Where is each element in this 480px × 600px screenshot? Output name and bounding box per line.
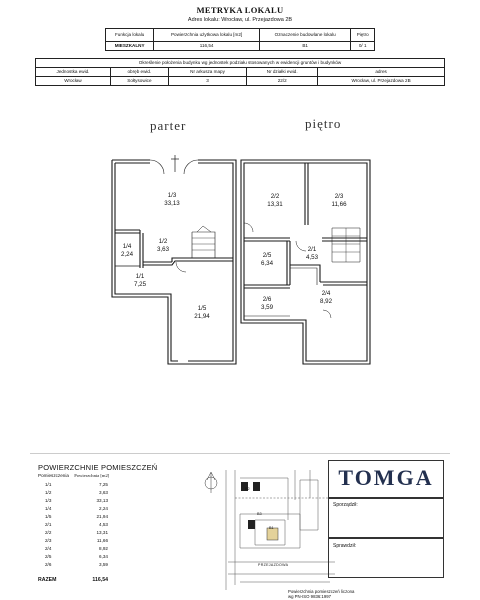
unit-value-area: 116,54	[154, 42, 260, 51]
area-row-value: 6,34	[99, 554, 108, 559]
area-row-value: 3,63	[99, 490, 108, 495]
area-row-room: 2/5	[45, 554, 52, 559]
area-row-room: 2/6	[45, 562, 52, 567]
area-row-room: 1/4	[45, 506, 52, 511]
area-row-room: 2/4	[45, 546, 52, 551]
unit-header-designation: Oznaczenie budowlane lokalu	[259, 29, 350, 42]
total-value: 116,54	[92, 577, 108, 583]
room-id: 2/3	[334, 193, 344, 200]
area-row-value: 11,66	[96, 538, 108, 543]
unit-header-area: Powierzchnia użytkowa lokalu [m2]	[154, 29, 260, 42]
area-row-room: 2/1	[45, 522, 52, 527]
registry-caption: Określenie położenia budynku wg jednostek podziału stosowanych w ewidencji gruntów i budynków	[36, 59, 445, 68]
room-area: 4,53	[305, 253, 319, 261]
area-row-room: 2/2	[45, 530, 52, 535]
area-row-room: 2/3	[45, 538, 52, 543]
site-lot-label: B3	[257, 512, 262, 516]
registry-header-unit: Jednostka ewid.	[36, 68, 111, 77]
room-id: 1/2	[158, 238, 168, 245]
area-row-room: 1/1	[45, 482, 52, 487]
room-id: 1/5	[197, 305, 207, 312]
areas-title: POWIERZCHNIE POMIESZCZEŃ	[38, 463, 158, 472]
unit-value-floor: 0/ 1	[351, 42, 375, 51]
ground-floor-label: parter	[150, 118, 187, 133]
registry-header-sheet: Nr arkusza mapy	[168, 68, 246, 77]
room-id: 1/1	[135, 273, 145, 280]
standard-note: Powierzchnia pomieszczeń liczona wg PN-ISO 9836:1997	[288, 589, 355, 599]
registry-header-precinct: obręb ewid.	[110, 68, 168, 77]
registry-value-precinct: Sołtysowice	[110, 77, 168, 86]
area-row-value: 21,94	[96, 514, 108, 519]
room-area: 3,63	[156, 245, 170, 253]
unit-value-function: MIESZKALNY	[106, 42, 154, 51]
area-row-value: 13,31	[96, 530, 108, 535]
site-lot-label: B1	[269, 526, 274, 530]
registry-header-address: adres	[318, 68, 445, 77]
address-line: Adres lokalu: Wrocław, ul. Przejazdowa 2B	[187, 17, 293, 23]
room-area: 2,24	[120, 250, 134, 258]
room-id: 2/5	[262, 252, 272, 259]
company-logo: TOMGA	[338, 465, 434, 490]
registry-value-sheet: 3	[168, 77, 246, 86]
north-arrow-icon	[205, 472, 217, 493]
room-area: 8,92	[319, 297, 333, 305]
room-area: 21,94	[194, 312, 210, 320]
area-row-room: 1/5	[45, 514, 52, 519]
room-id: 2/4	[321, 290, 331, 297]
room-id: 2/6	[262, 296, 272, 303]
site-street-label: PRZEJAZDOWA	[258, 563, 289, 567]
unit-header-floor: Piętro	[351, 29, 375, 42]
room-area: 3,59	[260, 303, 274, 311]
area-row-room: 1/3	[45, 498, 52, 503]
checked-label: Sprawdził:	[333, 543, 357, 549]
area-row-value: 4,53	[99, 522, 108, 527]
area-row-value: 8,92	[99, 546, 108, 551]
prepared-label: Sporządził:	[333, 502, 358, 508]
room-id: 1/3	[167, 192, 177, 199]
area-row-value: 3,59	[99, 562, 108, 567]
room-area: 6,34	[260, 259, 274, 267]
room-area: 33,13	[164, 199, 180, 207]
registry-header-parcel: Nr działki ewid.	[247, 68, 318, 77]
registry-value-unit: Wrocław	[36, 77, 111, 86]
room-area: 11,66	[331, 200, 347, 208]
area-row-value: 33,13	[96, 498, 108, 503]
area-row-room: 1/2	[45, 490, 52, 495]
total-label: RAZEM	[38, 577, 57, 583]
room-area: 7,25	[133, 280, 147, 288]
area-row-value: 7,25	[99, 482, 108, 487]
areas-col-room: Pomieszczenia	[38, 473, 69, 478]
upper-floor-label: piętro	[305, 116, 342, 131]
unit-header-function: Funkcja lokalu	[106, 29, 154, 42]
area-row-value: 2,24	[99, 506, 108, 511]
page-title: METRYKA LOKALU	[196, 5, 284, 15]
room-id: 2/1	[307, 246, 317, 253]
room-area: 13,31	[267, 200, 283, 208]
site-lot-label: B2	[245, 487, 250, 491]
registry-value-parcel: 22/2	[247, 77, 318, 86]
room-id: 1/4	[122, 243, 132, 250]
unit-value-designation: B1	[259, 42, 350, 51]
areas-col-area: Powierzchnia [m2]	[74, 473, 110, 478]
registry-value-address: Wrocław, ul. Przejazdowa 2B	[318, 77, 445, 86]
room-id: 2/2	[270, 193, 280, 200]
